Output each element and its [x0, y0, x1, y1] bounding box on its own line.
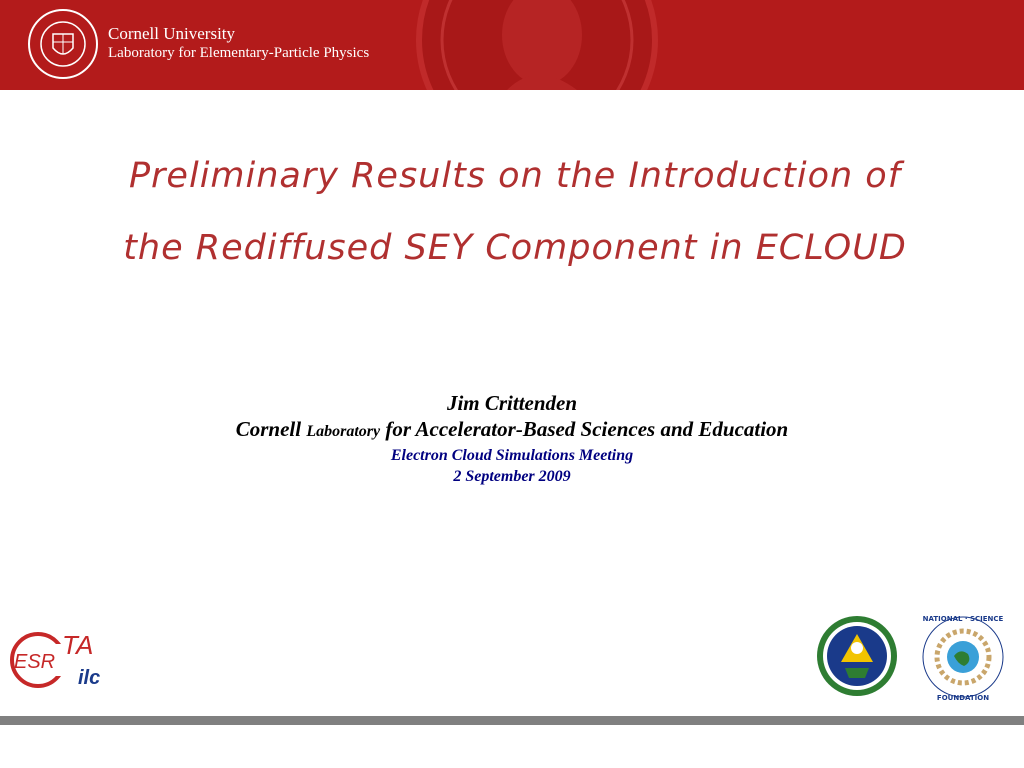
svg-text:ESR: ESR	[14, 651, 56, 673]
meeting-name: Electron Cloud Simulations Meeting	[390, 447, 634, 464]
affiliation-part3: for Accelerator-Based Sciences and Education	[380, 417, 789, 441]
slide-title	[60, 140, 970, 284]
svg-text:NATIONAL · SCIENCE: NATIONAL · SCIENCE	[922, 615, 1004, 623]
doe-seal-icon	[815, 614, 899, 698]
svg-text:ilc: ilc	[78, 667, 101, 689]
slide-title-line2: the Rediffused SEY Component in ECLOUD	[123, 228, 907, 268]
header-bar	[0, 0, 1024, 90]
svg-text:TA: TA	[62, 630, 94, 660]
affiliation-part2: Laboratory	[306, 423, 381, 440]
presentation-date: 2 September 2009	[453, 468, 571, 485]
cesrta-logo	[8, 624, 108, 696]
affiliation-part1: Cornell	[235, 417, 307, 441]
slide-title-line1: Preliminary Results on the Introduction of	[128, 156, 902, 196]
svg-text:FOUNDATION: FOUNDATION	[936, 694, 990, 702]
author-name: Jim Crittenden	[446, 391, 578, 415]
nsf-logo	[918, 612, 1008, 702]
header-university: Cornell University	[108, 24, 236, 43]
author-affiliation	[0, 416, 1024, 445]
header-laboratory: Laboratory for Elementary-Particle Physics	[108, 45, 370, 61]
cornell-seal-icon	[27, 8, 99, 80]
medallion-watermark	[412, 0, 662, 90]
header-title-block	[108, 24, 369, 62]
footer-bar	[0, 716, 1024, 725]
author-block	[0, 390, 1024, 487]
